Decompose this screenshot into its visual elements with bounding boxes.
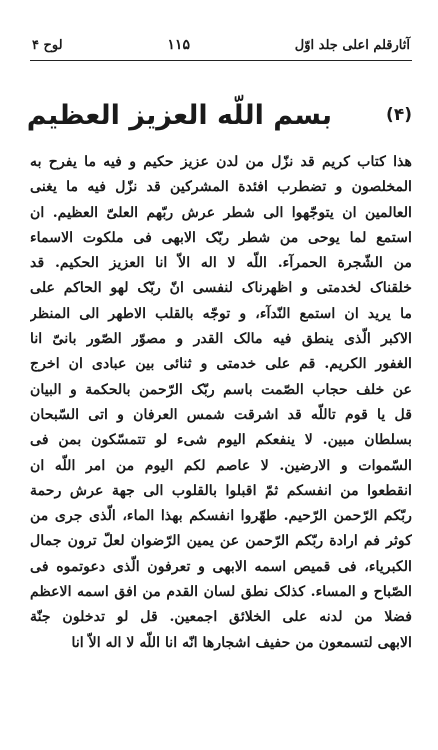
text-line: کوثر فم ارادة ربّکم الرّحمن عن یمین الرّضوان لعلّ ترون جمال [30,533,412,550]
text-line: بسلطان مبین. لا ینفعکم الیوم شیء لو تتمسّکون بمن فی [30,432,412,449]
text-line: الکبریاء، فی قمیص اسمه الابهی و تعرفون الّذی دعوتموه فی [30,558,412,575]
text-line: الصّباح و المساء. کذلک نطق لسان القدم من افق اسمه الاعظم [30,584,412,601]
text-line: الابهی لتسمعون من حفیف اشجارها انّه انا اللّه لا اله الاّ انا [71,634,412,651]
text-line: المخلصون و تضطرب افئدة المشرکین قد نزّل فیه ما یغنی [30,179,412,196]
section-heading [26,92,412,138]
text-line: العالمین ان یتوجّهوا الی شطر عرش ربّهم العلیّ العظیم. ان [30,204,412,221]
text-line: استمع لما یوحی من شطر ربّک الابهی فی ملکوت الاسماء [30,229,412,246]
text-line: فضلا من لدنه علی الخلائق اجمعین. قل لو تدخلون جنّة [30,609,412,626]
text-line: من الشّجرة الحمرآء. اللّه لا اله الاّ انا العزیز الحکیم. قد [30,255,412,272]
body-text [30,150,412,730]
text-line: هذا کتاب کریم قد نزّل من لدن عزیز حکیم و فیه ما یفرح به [30,154,412,170]
text-line: الغفور الکریم. قم علی خدمتی و ثنائی بین عبادی ان اخرج [30,356,412,373]
text-line: الاکبر الّذی ینطق فیه مالک القدر و مصوّر الصّور بانیّ انا [30,331,412,348]
header-rule [30,60,412,61]
book-title: آثارقلم اعلی جلد اوّل [294,37,410,53]
text-line: خلقناک لخدمتی و اظهرناک لنفسی انّ ربّک لهو الحاکم علی [30,280,412,297]
text-line: عن خلف حجاب الصّمت باسم ربّک الرّحمن بالحکمة و البیان [30,381,412,398]
text-line: ما یرید ان استمع النّدآء، و توجّه بالقلب الاطهر الی المنظر [30,305,412,322]
running-header [32,34,410,56]
page-number: ۱۱۵ [167,37,190,53]
text-line: ربّکم الرّحمن الرّحیم. طهّروا انفسکم بهذا الماء، الّذی جری من [30,508,412,525]
tablet-number: لوح ۴ [32,37,63,53]
section-title: بسم اللّه العزیز العظیم [26,99,333,131]
section-number: (۴) [386,105,412,125]
text-line: انقطعوا من انفسکم ثمّ اقبلوا بالقلوب الی جهة عرش رحمة [30,482,412,499]
text-line: السّموات و الارضین. لا عاصم لکم الیوم من امر اللّه ان [30,457,412,474]
text-line: قل یا قوم تاللّه قد اشرقت شمس العرفان و اتی السّبحان [30,406,412,423]
